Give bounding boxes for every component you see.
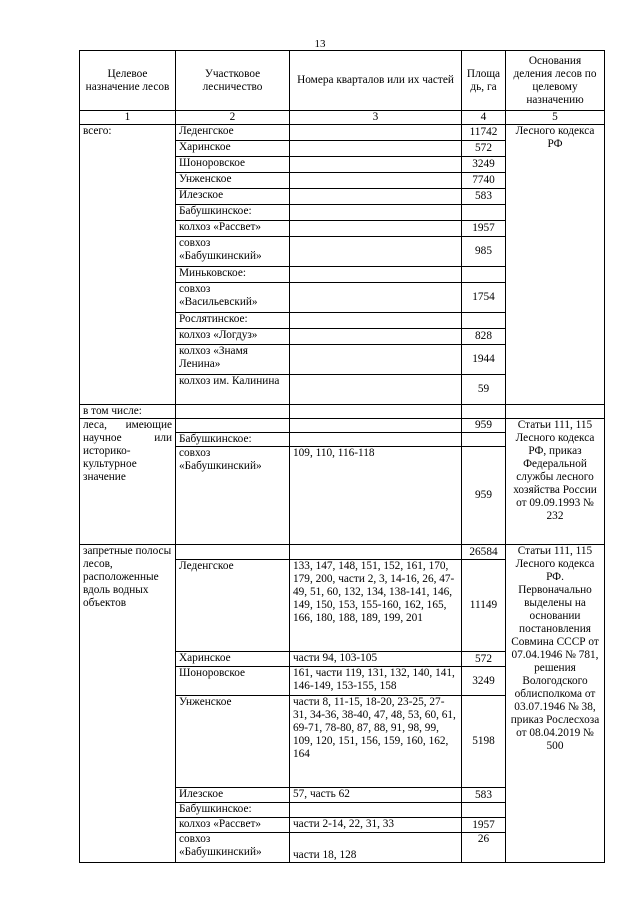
area-cell: 572 bbox=[462, 141, 506, 157]
forestry-cell: Бабушкинское: bbox=[176, 205, 290, 221]
empty-cell bbox=[290, 433, 462, 447]
forestry-cell: колхоз им. Калинина bbox=[176, 375, 290, 405]
area-cell: 1754 bbox=[462, 283, 506, 313]
area-cell: 11742 bbox=[462, 125, 506, 141]
header-area: Площа дь, га bbox=[462, 51, 506, 111]
page-number: 13 bbox=[314, 38, 326, 50]
blocks-cell bbox=[290, 141, 462, 157]
blocks-cell bbox=[290, 375, 462, 405]
table-row bbox=[80, 125, 605, 141]
blocks-cell bbox=[290, 313, 462, 329]
header-row bbox=[80, 51, 605, 111]
purpose-scientific: леса, имеющие научное или историко-культурное значение bbox=[80, 419, 176, 545]
table-row bbox=[80, 545, 605, 560]
forestry-cell: Бабушкинское: bbox=[176, 433, 290, 447]
area-cell bbox=[462, 205, 506, 221]
forestry-cell: совхоз «Бабушкинский» bbox=[176, 833, 290, 863]
area-cell: 572 bbox=[462, 652, 506, 667]
empty-cell bbox=[176, 405, 290, 419]
forestry-cell: Леденгское bbox=[176, 125, 290, 141]
blocks-cell bbox=[290, 283, 462, 313]
area-cell: 3249 bbox=[462, 667, 506, 696]
forestry-cell: Шоноровское bbox=[176, 667, 290, 696]
blocks-cell bbox=[290, 803, 462, 818]
forestry-cell: совхоз «Бабушкинский» bbox=[176, 447, 290, 545]
purpose-total: всего: bbox=[80, 125, 176, 405]
blocks-cell: части 18, 128 bbox=[290, 833, 462, 863]
forestry-cell: колхоз «Рассвет» bbox=[176, 818, 290, 833]
header-basis: Основания деления лесов по целевому назначению bbox=[506, 51, 605, 111]
forest-purpose-table bbox=[79, 50, 605, 863]
blocks-cell bbox=[290, 345, 462, 375]
blocks-cell: части 2-14, 22, 31, 33 bbox=[290, 818, 462, 833]
empty-cell bbox=[506, 405, 605, 419]
area-cell: 583 bbox=[462, 189, 506, 205]
col-number: 3 bbox=[290, 111, 462, 125]
blocks-cell bbox=[290, 329, 462, 345]
area-cell: 985 bbox=[462, 237, 506, 267]
empty-cell bbox=[290, 545, 462, 560]
col-number: 1 bbox=[80, 111, 176, 125]
col-number: 4 bbox=[462, 111, 506, 125]
area-cell: 828 bbox=[462, 329, 506, 345]
forestry-cell: Шоноровское bbox=[176, 157, 290, 173]
forestry-cell: Харинское bbox=[176, 141, 290, 157]
forestry-cell: совхоз «Бабушкинский» bbox=[176, 237, 290, 267]
area-cell: 26 bbox=[462, 833, 506, 863]
blocks-cell bbox=[290, 267, 462, 283]
empty-cell bbox=[290, 419, 462, 433]
blocks-cell bbox=[290, 205, 462, 221]
area-cell: 583 bbox=[462, 788, 506, 803]
area-cell: 1957 bbox=[462, 818, 506, 833]
blocks-cell bbox=[290, 157, 462, 173]
empty-cell bbox=[176, 545, 290, 560]
empty-cell bbox=[462, 433, 506, 447]
empty-cell bbox=[290, 405, 462, 419]
including-label: в том числе: bbox=[80, 405, 176, 419]
header-blocks: Номера кварталов или их частей bbox=[290, 51, 462, 111]
col-number: 2 bbox=[176, 111, 290, 125]
forestry-cell: Илезское bbox=[176, 189, 290, 205]
area-cell: 5198 bbox=[462, 696, 506, 788]
area-cell: 26584 bbox=[462, 545, 506, 560]
empty-cell bbox=[462, 405, 506, 419]
forestry-cell: колхоз «Знамя Ленина» bbox=[176, 345, 290, 375]
purpose-water-strips: запретные полосы лесов, расположенные вдоль водных объектов bbox=[80, 545, 176, 863]
area-cell: 11149 bbox=[462, 560, 506, 652]
empty-cell bbox=[176, 419, 290, 433]
blocks-cell bbox=[290, 237, 462, 267]
area-cell: 1944 bbox=[462, 345, 506, 375]
blocks-cell bbox=[290, 189, 462, 205]
area-cell bbox=[462, 313, 506, 329]
basis-water-strips: Статьи 111, 115 Лесного кодекса РФ. Первоначально выделены на основании постановления Совмина СССР от 07.04.1946 № 781, решения Вологодского облисполкома от 03.07.1946 № 38, приказ Рослесхоза от 08.04.2019 № 500 bbox=[506, 545, 605, 863]
forestry-cell: Унженское bbox=[176, 696, 290, 788]
column-number-row bbox=[80, 111, 605, 125]
blocks-cell bbox=[290, 221, 462, 237]
col-number: 5 bbox=[506, 111, 605, 125]
table-row bbox=[80, 419, 605, 433]
area-cell: 7740 bbox=[462, 173, 506, 189]
basis-scientific: Статьи 111, 115 Лесного кодекса РФ, приказ Федеральной службы лесного хозяйства России от 09.09.1993 № 232 bbox=[506, 419, 605, 545]
blocks-cell: 57, часть 62 bbox=[290, 788, 462, 803]
forestry-cell: Илезское bbox=[176, 788, 290, 803]
area-cell: 959 bbox=[462, 447, 506, 545]
area-cell: 1957 bbox=[462, 221, 506, 237]
forestry-cell: совхоз «Васильевский» bbox=[176, 283, 290, 313]
forestry-cell: Миньковское: bbox=[176, 267, 290, 283]
blocks-cell: части 8, 11-15, 18-20, 23-25, 27-31, 34-36, 38-40, 47, 48, 53, 60, 61, 69-71, 78-80, 87, 88, 91, 98, 99, 109, 120, 151, 156, 159, 160, 162, 164 bbox=[290, 696, 462, 788]
forestry-cell: Харинское bbox=[176, 652, 290, 667]
forestry-cell: Рослятинское: bbox=[176, 313, 290, 329]
blocks-cell: части 94, 103-105 bbox=[290, 652, 462, 667]
area-cell: 3249 bbox=[462, 157, 506, 173]
forestry-cell: колхоз «Рассвет» bbox=[176, 221, 290, 237]
area-cell bbox=[462, 267, 506, 283]
header-forestry: Участковое лесничество bbox=[176, 51, 290, 111]
including-row bbox=[80, 405, 605, 419]
blocks-cell bbox=[290, 173, 462, 189]
area-cell: 59 bbox=[462, 375, 506, 405]
blocks-cell: 133, 147, 148, 151, 152, 161, 170, 179, 200, части 2, 3, 14-16, 26, 47-49, 51, 60, 132, 134, 138-141, 146, 149, 150, 153, 155-160, 162, 165, 166, 180, 188, 189, 199, 201 bbox=[290, 560, 462, 652]
blocks-cell bbox=[290, 125, 462, 141]
forestry-cell: колхоз «Логдуз» bbox=[176, 329, 290, 345]
basis-total: Лесного кодекса РФ bbox=[506, 125, 605, 405]
blocks-cell: 161, части 119, 131, 132, 140, 141, 146-149, 153-155, 158 bbox=[290, 667, 462, 696]
forestry-cell: Бабушкинское: bbox=[176, 803, 290, 818]
area-cell bbox=[462, 803, 506, 818]
blocks-cell: 109, 110, 116-118 bbox=[290, 447, 462, 545]
forestry-cell: Унженское bbox=[176, 173, 290, 189]
area-cell: 959 bbox=[462, 419, 506, 433]
forestry-cell: Леденгское bbox=[176, 560, 290, 652]
header-purpose: Целевое назначение лесов bbox=[80, 51, 176, 111]
